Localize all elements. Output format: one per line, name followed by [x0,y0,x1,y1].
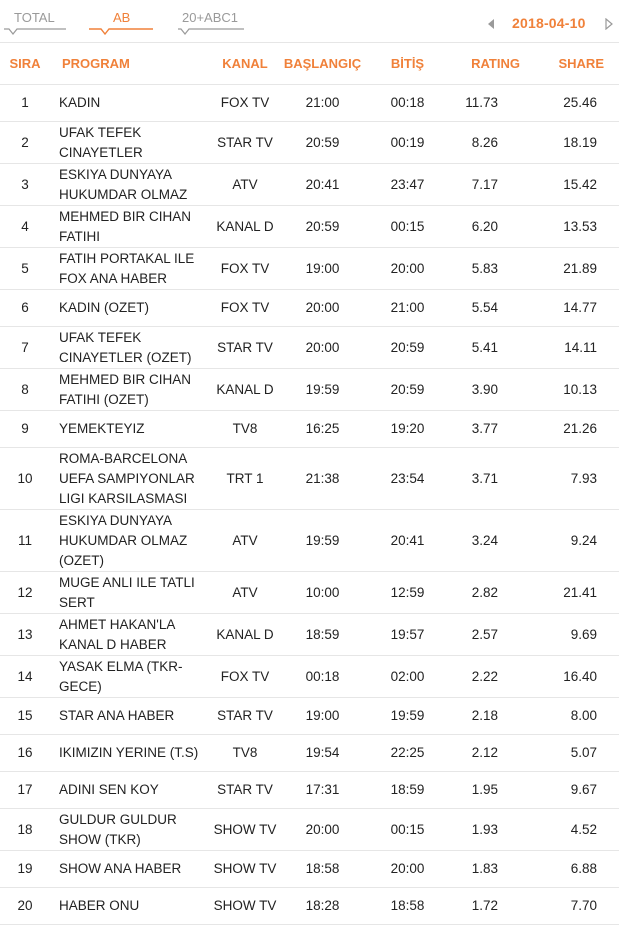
cell-program: AHMET HAKAN'LA KANAL D HABER [50,614,210,656]
table-row [0,164,619,206]
cell-share: 25.46 [540,85,619,122]
table-row [0,809,619,851]
cell-share: 4.52 [540,809,619,851]
tab-20-abc1-label: 20+ABC1 [182,10,239,25]
cell-program: MEHMED BIR CIHAN FATIHI (OZET) [50,369,210,411]
cell-program: ADINI SEN KOY [50,772,210,809]
cell-kanal: STAR TV [210,772,280,809]
filter-tabs-bar [0,0,619,43]
cell-baslangic: 18:28 [280,888,365,925]
cell-program: SHOW ANA HABER [50,851,210,888]
cell-baslangic: 17:31 [280,772,365,809]
cell-kanal: KANAL D [210,206,280,248]
tab-20-abc1[interactable] [178,10,244,34]
cell-baslangic: 20:59 [280,206,365,248]
cell-kanal: SHOW TV [210,888,280,925]
cell-bitis: 22:25 [365,735,450,772]
cell-bitis: 20:00 [365,851,450,888]
cell-bitis: 20:59 [365,369,450,411]
tab-total[interactable] [4,10,66,34]
cell-rating: 5.83 [450,248,540,290]
cell-sira: 20 [0,888,50,925]
cell-kanal: KANAL D [210,369,280,411]
cell-rating: 5.41 [450,327,540,369]
cell-bitis: 00:19 [365,122,450,164]
cell-kanal: FOX TV [210,85,280,122]
cell-baslangic: 19:59 [280,369,365,411]
cell-rating: 2.82 [450,572,540,614]
cell-rating: 1.95 [450,772,540,809]
cell-kanal: SHOW TV [210,809,280,851]
cell-baslangic: 19:59 [280,510,365,572]
cell-rating: 3.24 [450,510,540,572]
cell-sira: 17 [0,772,50,809]
cell-baslangic: 20:41 [280,164,365,206]
cell-kanal: ATV [210,510,280,572]
cell-bitis: 00:18 [365,85,450,122]
cell-sira: 19 [0,851,50,888]
cell-program: YASAK ELMA (TKR-GECE) [50,656,210,698]
cell-share: 21.26 [540,411,619,448]
cell-baslangic: 20:00 [280,327,365,369]
cell-bitis: 02:00 [365,656,450,698]
cell-program: ESKIYA DUNYAYA HUKUMDAR OLMAZ (OZET) [50,510,210,572]
cell-baslangic: 18:58 [280,851,365,888]
cell-bitis: 20:41 [365,510,450,572]
cell-kanal: FOX TV [210,290,280,327]
header-bitis[interactable]: BİTİŞ [365,43,450,85]
cell-kanal: STAR TV [210,327,280,369]
cell-sira: 5 [0,248,50,290]
chevron-right-icon[interactable] [603,17,615,29]
cell-share: 5.07 [540,735,619,772]
cell-share: 18.19 [540,122,619,164]
cell-share: 9.67 [540,772,619,809]
cell-bitis: 23:54 [365,448,450,510]
table-row [0,510,619,572]
cell-share: 15.42 [540,164,619,206]
cell-program: KADIN (OZET) [50,290,210,327]
date-navigator [474,13,619,35]
cell-sira: 3 [0,164,50,206]
cell-rating: 5.54 [450,290,540,327]
cell-share: 6.88 [540,851,619,888]
cell-rating: 8.26 [450,122,540,164]
cell-bitis: 23:47 [365,164,450,206]
header-kanal[interactable]: KANAL [210,43,280,85]
cell-rating: 11.73 [450,85,540,122]
cell-rating: 2.12 [450,735,540,772]
cell-share: 13.53 [540,206,619,248]
cell-kanal: ATV [210,164,280,206]
cell-rating: 1.83 [450,851,540,888]
cell-baslangic: 21:00 [280,85,365,122]
cell-program: HABER ONU [50,888,210,925]
cell-baslangic: 19:54 [280,735,365,772]
cell-sira: 18 [0,809,50,851]
cell-share: 9.24 [540,510,619,572]
cell-sira: 7 [0,327,50,369]
cell-bitis: 00:15 [365,206,450,248]
rating-table [0,43,619,925]
tab-ab[interactable] [89,10,153,34]
cell-sira: 14 [0,656,50,698]
cell-sira: 6 [0,290,50,327]
cell-program: FATIH PORTAKAL ILE FOX ANA HABER [50,248,210,290]
cell-bitis: 21:00 [365,290,450,327]
cell-bitis: 00:15 [365,809,450,851]
cell-kanal: SHOW TV [210,851,280,888]
cell-sira: 1 [0,85,50,122]
cell-program: STAR ANA HABER [50,698,210,735]
cell-kanal: TRT 1 [210,448,280,510]
cell-rating: 2.22 [450,656,540,698]
cell-rating: 6.20 [450,206,540,248]
table-row [0,369,619,411]
cell-sira: 13 [0,614,50,656]
cell-sira: 11 [0,510,50,572]
header-rating[interactable]: RATING [450,43,540,85]
cell-sira: 9 [0,411,50,448]
cell-baslangic: 19:00 [280,698,365,735]
table-row [0,448,619,510]
table-row [0,248,619,290]
cell-sira: 2 [0,122,50,164]
cell-baslangic: 00:18 [280,656,365,698]
cell-rating: 1.93 [450,809,540,851]
cell-share: 8.00 [540,698,619,735]
cell-share: 10.13 [540,369,619,411]
cell-program: GULDUR GULDUR SHOW (TKR) [50,809,210,851]
header-program[interactable]: PROGRAM [50,43,210,85]
cell-rating: 3.90 [450,369,540,411]
table-row [0,85,619,122]
cell-baslangic: 16:25 [280,411,365,448]
cell-sira: 8 [0,369,50,411]
table-header-row [0,43,619,85]
cell-share: 14.11 [540,327,619,369]
cell-rating: 3.71 [450,448,540,510]
cell-program: KADIN [50,85,210,122]
cell-program: UFAK TEFEK CINAYETLER (OZET) [50,327,210,369]
tab-underline-icon [4,27,66,37]
cell-sira: 4 [0,206,50,248]
cell-bitis: 19:57 [365,614,450,656]
cell-bitis: 20:59 [365,327,450,369]
table-row [0,572,619,614]
cell-bitis: 18:58 [365,888,450,925]
header-share[interactable]: SHARE [540,43,619,85]
table-row [0,888,619,925]
cell-kanal: ATV [210,572,280,614]
table-row [0,206,619,248]
table-row [0,614,619,656]
cell-rating: 2.18 [450,698,540,735]
cell-rating: 7.17 [450,164,540,206]
table-row [0,411,619,448]
table-row [0,122,619,164]
cell-baslangic: 21:38 [280,448,365,510]
cell-kanal: STAR TV [210,698,280,735]
table-row [0,327,619,369]
cell-sira: 10 [0,448,50,510]
cell-kanal: FOX TV [210,656,280,698]
header-sira[interactable]: SIRA [0,43,50,85]
header-baslangic[interactable]: BAŞLANGIÇ [280,43,365,85]
cell-share: 21.41 [540,572,619,614]
cell-program: YEMEKTEYIZ [50,411,210,448]
cell-share: 21.89 [540,248,619,290]
cell-program: UFAK TEFEK CINAYETLER [50,122,210,164]
table-row [0,851,619,888]
cell-kanal: STAR TV [210,122,280,164]
cell-bitis: 12:59 [365,572,450,614]
cell-bitis: 18:59 [365,772,450,809]
cell-baslangic: 20:59 [280,122,365,164]
cell-baslangic: 10:00 [280,572,365,614]
cell-share: 9.69 [540,614,619,656]
cell-program: IKIMIZIN YERINE (T.S) [50,735,210,772]
cell-share: 16.40 [540,656,619,698]
tab-underline-icon [178,27,244,37]
table-row [0,735,619,772]
cell-sira: 15 [0,698,50,735]
cell-bitis: 19:59 [365,698,450,735]
cell-kanal: FOX TV [210,248,280,290]
table-row [0,772,619,809]
cell-share: 14.77 [540,290,619,327]
table-body [0,85,619,925]
cell-rating: 2.57 [450,614,540,656]
tab-total-label: TOTAL [14,10,55,25]
cell-kanal: TV8 [210,735,280,772]
chevron-left-icon[interactable] [486,17,498,29]
cell-baslangic: 19:00 [280,248,365,290]
table-row [0,656,619,698]
cell-baslangic: 20:00 [280,290,365,327]
cell-kanal: TV8 [210,411,280,448]
cell-sira: 16 [0,735,50,772]
selected-date[interactable]: 2018-04-10 [512,15,586,31]
table-row [0,290,619,327]
cell-baslangic: 18:59 [280,614,365,656]
cell-program: ROMA-BARCELONA UEFA SAMPIYONLAR LIGI KARSILASMASI [50,448,210,510]
cell-program: MEHMED BIR CIHAN FATIHI [50,206,210,248]
cell-rating: 3.77 [450,411,540,448]
table-row [0,698,619,735]
cell-sira: 12 [0,572,50,614]
cell-program: MUGE ANLI ILE TATLI SERT [50,572,210,614]
cell-bitis: 19:20 [365,411,450,448]
cell-rating: 1.72 [450,888,540,925]
cell-kanal: KANAL D [210,614,280,656]
cell-baslangic: 20:00 [280,809,365,851]
cell-bitis: 20:00 [365,248,450,290]
tab-underline-icon [89,27,153,37]
tab-ab-label: AB [113,10,131,25]
cell-share: 7.70 [540,888,619,925]
cell-program: ESKIYA DUNYAYA HUKUMDAR OLMAZ [50,164,210,206]
cell-share: 7.93 [540,448,619,510]
